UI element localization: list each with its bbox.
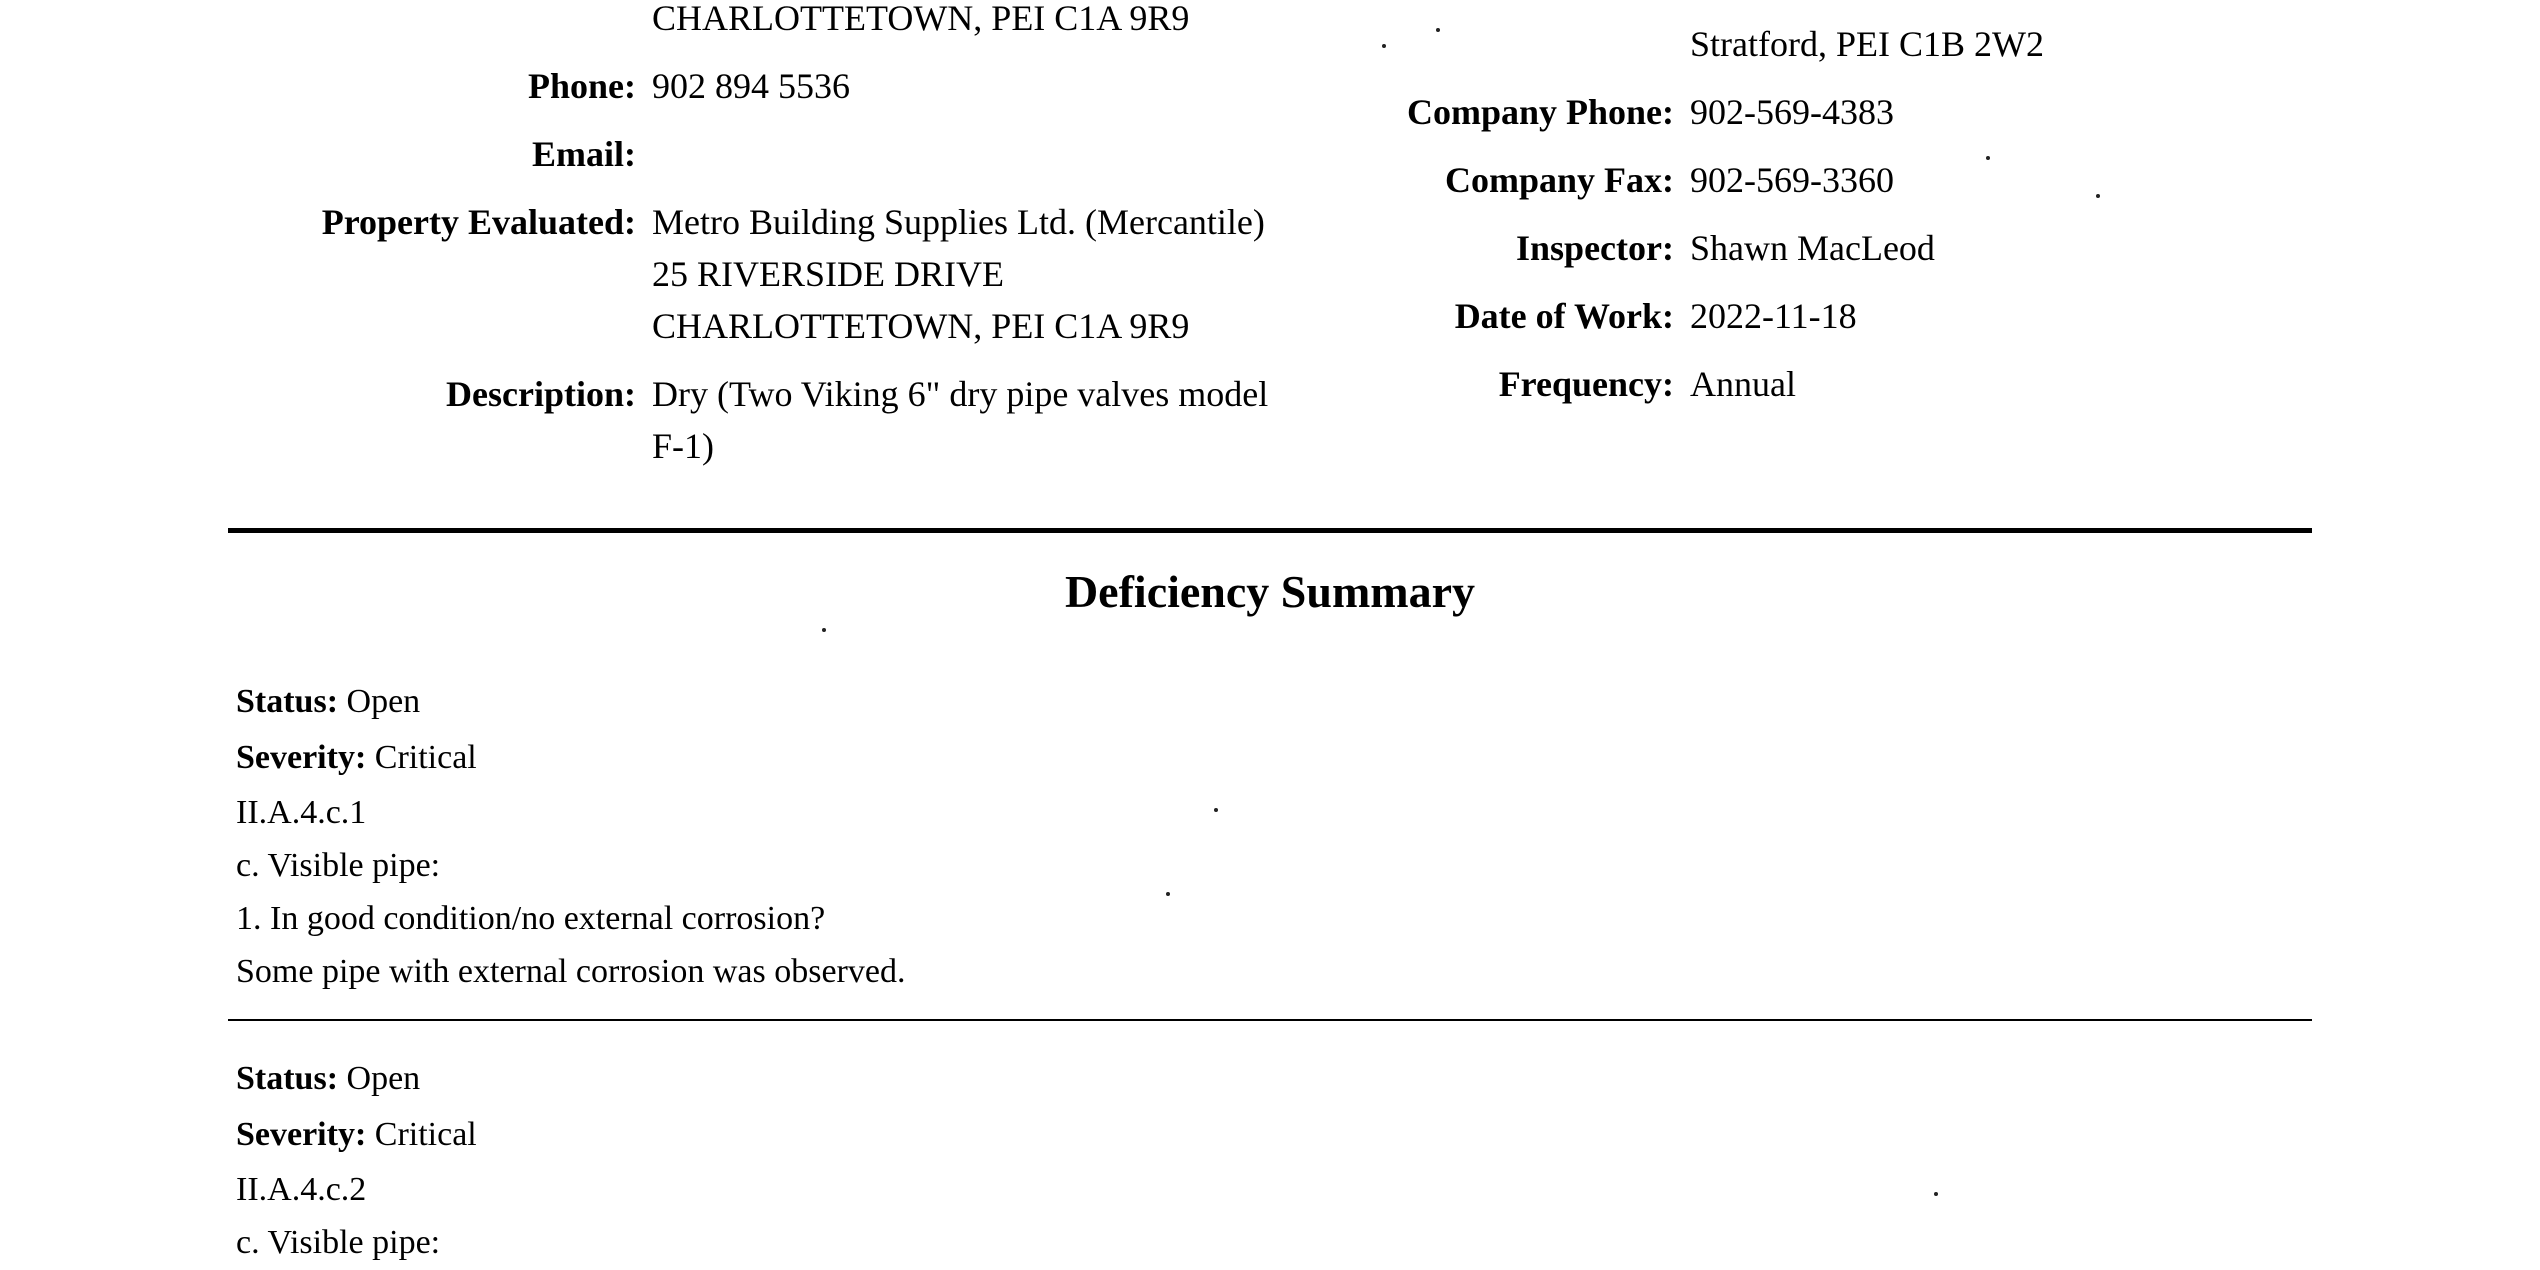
inspector-name: Shawn MacLeod	[1690, 228, 1935, 268]
company-phone-row	[1300, 86, 2540, 138]
scan-speck	[2096, 194, 2100, 198]
deficiency-item	[236, 674, 905, 998]
property-evaluated-row	[0, 196, 1300, 352]
company-fax: 902-569-3360	[1690, 160, 1894, 200]
deficiency-severity	[236, 730, 905, 786]
property-street: 25 RIVERSIDE DRIVE	[652, 254, 1004, 294]
deficiency-severity	[236, 1107, 477, 1163]
scan-speck	[822, 628, 826, 632]
customer-address-row	[0, 0, 1300, 44]
company-info	[1300, 0, 2540, 410]
description-line-1: Dry (Two Viking 6" dry pipe valves model	[652, 374, 1269, 414]
deficiency-question: 1. In good condition/no external corrosion?	[236, 900, 826, 937]
frequency-label: Frequency:	[1498, 364, 1674, 404]
customer-email-row	[0, 128, 1300, 180]
customer-phone: 902 894 5536	[652, 66, 850, 106]
item-divider	[228, 1019, 2312, 1021]
section-divider	[228, 528, 2312, 533]
status-label: Status:	[236, 1060, 339, 1097]
company-address-tail: Stratford, PEI C1B 2W2	[1690, 24, 2044, 64]
company-phone-label: Company Phone:	[1406, 92, 1674, 132]
deficiency-heading: c. Visible pipe:	[236, 847, 441, 884]
scan-speck	[1214, 808, 1218, 812]
date-of-work-label: Date of Work:	[1454, 296, 1674, 336]
scan-speck	[1166, 892, 1170, 896]
company-address-row	[1300, 18, 2540, 70]
scan-speck	[1382, 44, 1386, 48]
property-name: Metro Building Supplies Ltd. (Mercantile)	[652, 202, 1265, 242]
inspector-row	[1300, 222, 2540, 274]
scan-speck	[1934, 1192, 1938, 1196]
deficiency-summary-title: Deficiency Summary	[1064, 566, 1476, 617]
frequency-row	[1300, 358, 2540, 410]
date-of-work: 2022-11-18	[1690, 296, 1857, 336]
deficiency-heading: c. Visible pipe:	[236, 1224, 441, 1261]
severity-value: Critical	[374, 1116, 477, 1153]
deficiency-code: II.A.4.c.2	[236, 1171, 367, 1208]
property-city: CHARLOTTETOWN, PEI C1A 9R9	[652, 306, 1190, 346]
property-evaluated-label: Property Evaluated:	[321, 202, 636, 242]
status-value: Open	[346, 1060, 421, 1097]
customer-phone-label: Phone:	[528, 66, 636, 106]
deficiency-note: Some pipe with external corrosion was observed.	[236, 953, 906, 990]
customer-phone-row	[0, 60, 1300, 112]
deficiency-code: II.A.4.c.1	[236, 794, 367, 831]
inspector-label: Inspector:	[1516, 228, 1674, 268]
status-value: Open	[346, 683, 421, 720]
customer-email-label: Email:	[532, 134, 636, 174]
status-label: Status:	[236, 683, 339, 720]
severity-value: Critical	[374, 739, 477, 776]
company-phone: 902-569-4383	[1690, 92, 1894, 132]
deficiency-item	[236, 1051, 477, 1269]
company-fax-label: Company Fax:	[1444, 160, 1674, 200]
description-row	[0, 368, 1300, 472]
deficiency-status	[236, 1051, 477, 1107]
description-label: Description:	[446, 374, 636, 414]
deficiency-status	[236, 674, 905, 730]
date-of-work-row	[1300, 290, 2540, 342]
description-line-2: F-1)	[652, 426, 714, 466]
customer-address-tail: CHARLOTTETOWN, PEI C1A 9R9	[652, 0, 1190, 38]
frequency: Annual	[1690, 364, 1796, 404]
severity-label: Severity:	[236, 739, 367, 776]
company-fax-row	[1300, 154, 2540, 206]
scan-speck	[1986, 156, 1990, 160]
severity-label: Severity:	[236, 1116, 367, 1153]
scan-speck	[1436, 28, 1440, 32]
customer-info	[0, 0, 1300, 472]
